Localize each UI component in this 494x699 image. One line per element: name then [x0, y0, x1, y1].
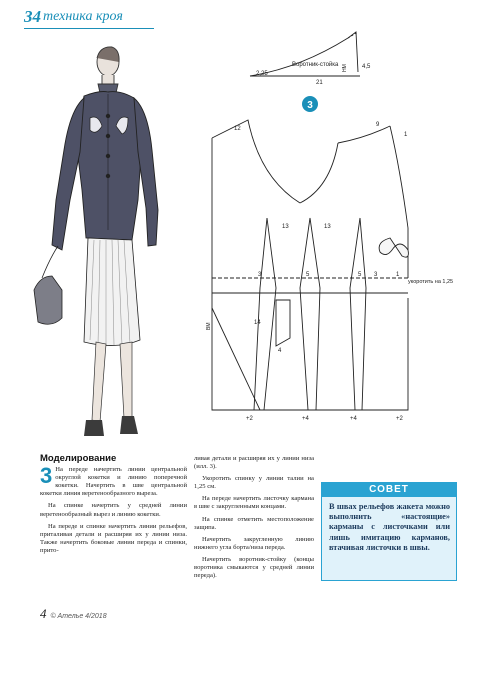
footer-issue: © Ателье 4/2018: [50, 613, 107, 620]
pattern-drawing: [190, 28, 480, 428]
paragraph: На спинке отметить местоположение защипа.: [194, 515, 314, 531]
num-13b: 13: [324, 224, 331, 230]
num-3a: 3: [258, 272, 262, 278]
num-9: 9: [376, 122, 380, 128]
advice-text: В швах рельефов жакета можно выполнить «настоящие» карманы с листочками или лишь имитацию карманов, втачивая листочки в швы.: [329, 502, 450, 552]
num-plus4a: +4: [302, 416, 309, 422]
num-5b: 5: [358, 272, 362, 278]
num-plus2a: +2: [246, 416, 253, 422]
body-column-1: [40, 455, 187, 559]
fashion-illustration: [28, 40, 178, 452]
footer-page-number: 4: [40, 606, 47, 621]
num-13a: 13: [282, 224, 289, 230]
num-1b: 1: [396, 272, 400, 278]
body-column-2: [194, 455, 314, 584]
paragraph: Начертить закругленную линию нижнего угла борта/низа переда.: [194, 535, 314, 551]
paragraph: Начертить воротник-стойку (концы воротника смыкаются у средней линии переда).: [194, 555, 314, 580]
num-5a: 5: [306, 272, 310, 278]
paragraph: Укоротить спинку у линии талии на 1,25 см.: [194, 475, 314, 491]
drop-cap: 3: [40, 463, 53, 489]
num-plus4b: +4: [350, 416, 357, 422]
section-heading: техника кроя: [43, 9, 123, 24]
num-1: 1: [404, 132, 408, 138]
collar-dim-1: 2,25: [256, 71, 268, 77]
header-rule: [24, 28, 154, 29]
paragraph: ливая детали и расширяя их у линии низа (илл. 3).: [194, 455, 314, 471]
num-4: 4: [278, 348, 282, 354]
section-title: Моделирование: [40, 453, 117, 464]
pattern-svg: [190, 28, 480, 428]
num-plus2b: +2: [396, 416, 403, 422]
collar-dim-2: 21: [316, 80, 323, 86]
shorten-note: укоротить на 1,25: [408, 279, 454, 285]
paragraph: На переде и спинке начертить линии рельефов, приталивая детали и расширяя их у линии низа. Также начертить боковые линии переда и спинки, прито-: [40, 522, 187, 554]
num-12: 12: [234, 126, 241, 132]
paragraph: На переде начертить листочку кармана в шве с закругленными концами.: [194, 495, 314, 511]
page-number: 34: [24, 7, 41, 26]
paragraph: На спинке начертить у средней линии веретенообразный вырез и линию кокетки.: [40, 502, 187, 518]
num-14: 14: [254, 320, 261, 326]
illustration-badge: 3: [307, 100, 313, 111]
page-header: [24, 6, 123, 28]
page-footer: [40, 606, 107, 622]
advice-heading: СОВЕТ: [322, 483, 456, 497]
num-3b: 3: [374, 272, 378, 278]
paragraph: На переде начертить линии центральной округлой кокетки и линию поперечной кокетки. Начертить в шве центральной кокетки линия веретенообразного выреза.: [40, 466, 187, 498]
collar-hm: НМ: [342, 64, 348, 72]
vm-label: ВМ: [206, 322, 212, 330]
collar-label: Воротник-стойка: [292, 62, 339, 68]
collar-dim-3: 4,5: [362, 64, 371, 70]
advice-box: [321, 482, 457, 581]
